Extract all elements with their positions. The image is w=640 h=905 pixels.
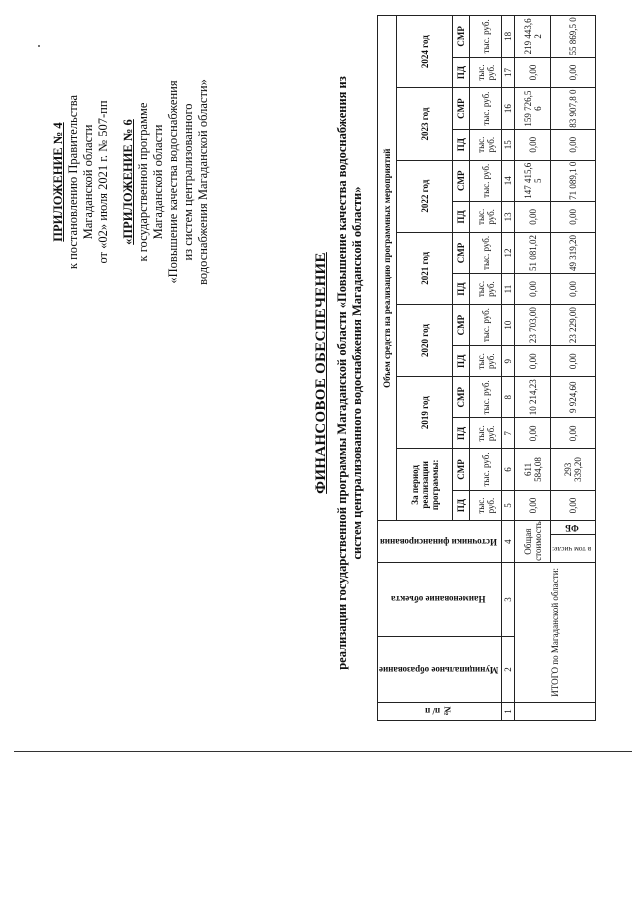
pd-header: ПД — [452, 346, 469, 377]
program-line: водоснабжения Магаданской области» — [196, 79, 210, 285]
unit-cell: тыс. руб. — [470, 274, 502, 305]
value-cell: 0,00 — [551, 274, 596, 305]
pd-header: ПД — [452, 274, 469, 305]
value-cell: 83 907,8 0 — [551, 88, 596, 129]
col-num-header: № п/ п — [378, 702, 502, 720]
decree-line: от «02» июля 2021 г. № 507-пп — [96, 100, 110, 264]
decree-line: к постановлению Правительства — [66, 94, 80, 270]
col-number: 3 — [502, 562, 515, 636]
smr-header: СМР — [452, 160, 469, 201]
col-sources-header: Источники финансирования — [378, 521, 502, 562]
total-cost-label: Общая стоимость — [515, 521, 551, 562]
pd-header: ПД — [452, 129, 469, 160]
value-cell: 219 443,6 2 — [515, 16, 551, 58]
col-municipality-header: Муниципальное образование — [378, 637, 502, 703]
value-cell: 0,00 — [515, 418, 551, 449]
col-number: 10 — [502, 304, 515, 345]
value-cell: 159 726,5 6 — [515, 88, 551, 129]
unit-cell: тыс. руб. — [470, 490, 502, 521]
total-label: ИТОГО по Магаданской области: — [515, 562, 596, 702]
decree-line: Магаданской области — [81, 124, 95, 240]
col-number: 8 — [502, 377, 515, 418]
page-title: ФИНАНСОВОЕ ОБЕСПЕЧЕНИЕ — [313, 252, 329, 494]
page-divider-line — [14, 751, 632, 752]
col-object-header: Наименование объекта — [378, 562, 502, 636]
col-number: 1 — [502, 702, 515, 720]
col-number: 12 — [502, 232, 515, 273]
value-cell: 71 089,1 0 — [551, 160, 596, 201]
value-cell: 0,00 — [551, 57, 596, 88]
value-cell: 293 339,20 — [551, 449, 596, 490]
period-header: 2023 год — [397, 88, 453, 160]
appendix-header — [51, 0, 211, 367]
value-cell: 0,00 — [515, 57, 551, 88]
unit-cell: тыс. руб. — [470, 57, 502, 88]
col-number: 11 — [502, 274, 515, 305]
incl-label: в том числе: — [551, 535, 596, 563]
col-number: 5 — [502, 490, 515, 521]
period-header: 2019 год — [397, 377, 453, 449]
table-row-numbers — [502, 16, 515, 721]
col-number: 7 — [502, 418, 515, 449]
pd-header: ПД — [452, 201, 469, 232]
value-cell: 0,00 — [551, 129, 596, 160]
program-line: Магаданской области — [151, 124, 165, 240]
col-volume-header: Объем средств на реализацию программных мероприятий — [378, 16, 397, 521]
col-number: 14 — [502, 160, 515, 201]
subtitle-line: систем централизованного водоснабжения Магаданской области» — [350, 186, 364, 560]
pd-header: ПД — [452, 418, 469, 449]
period-header: За период реализации программы: — [397, 449, 453, 521]
value-cell: 0,00 — [551, 490, 596, 521]
smr-header: СМР — [452, 232, 469, 273]
smr-header: СМР — [452, 304, 469, 345]
smr-header: СМР — [452, 449, 469, 490]
value-cell: 9 924,60 — [551, 377, 596, 418]
unit-cell: тыс. руб. — [470, 201, 502, 232]
subtitle-line: реализации государственной программы Магаданской области «Повышение качества водоснабжения из — [335, 76, 349, 670]
value-cell: 0,00 — [515, 490, 551, 521]
smr-header: СМР — [452, 377, 469, 418]
value-cell: 0,00 — [515, 201, 551, 232]
col-number: 4 — [502, 521, 515, 562]
value-cell: 51 081,02 — [515, 232, 551, 273]
unit-cell: тыс. руб. — [470, 160, 502, 201]
rotated-page — [43, 0, 597, 757]
financing-table — [377, 15, 596, 721]
col-number: 17 — [502, 57, 515, 88]
period-header: 2024 год — [397, 16, 453, 88]
value-cell: 10 214,23 — [515, 377, 551, 418]
program-line: из систем централизованного — [181, 103, 195, 261]
value-cell: 23 703,00 — [515, 304, 551, 345]
unit-cell: тыс. руб. — [470, 129, 502, 160]
period-header: 2020 год — [397, 304, 453, 376]
program-line: к государственной программе — [136, 102, 150, 262]
value-cell: 23 229,00 — [551, 304, 596, 345]
page-subtitle — [335, 0, 365, 757]
pd-header: ПД — [452, 490, 469, 521]
program-line: «Повышение качества водоснабжения — [166, 80, 180, 284]
value-cell: 147 415,6 5 — [515, 160, 551, 201]
unit-cell: тыс. руб. — [470, 232, 502, 273]
col-number: 18 — [502, 16, 515, 58]
col-number: 6 — [502, 449, 515, 490]
unit-cell: тыс. руб. — [470, 16, 502, 58]
value-cell: 49 319,20 — [551, 232, 596, 273]
period-header: 2022 год — [397, 160, 453, 232]
value-cell: 55 869,5 0 — [551, 16, 596, 58]
col-number: 15 — [502, 129, 515, 160]
unit-cell: тыс. руб. — [470, 418, 502, 449]
scan-speck — [38, 45, 40, 47]
col-number: 16 — [502, 88, 515, 129]
unit-cell: тыс. руб. — [470, 449, 502, 490]
value-cell: 0,00 — [515, 129, 551, 160]
value-cell: 0,00 — [551, 418, 596, 449]
table-row-total — [515, 16, 551, 721]
period-header: 2021 год — [397, 232, 453, 304]
table-row — [378, 16, 397, 721]
unit-cell: тыс. руб. — [470, 304, 502, 345]
col-number: 2 — [502, 637, 515, 703]
appendix-6-label: «ПРИЛОЖЕНИЕ № 6 — [121, 119, 135, 245]
pd-header: ПД — [452, 57, 469, 88]
unit-cell: тыс. руб. — [470, 346, 502, 377]
fb-label: ФБ — [551, 521, 596, 535]
value-cell: 0,00 — [515, 346, 551, 377]
unit-cell: тыс. руб. — [470, 377, 502, 418]
col-number: 9 — [502, 346, 515, 377]
value-cell: 0,00 — [515, 274, 551, 305]
smr-header: СМР — [452, 88, 469, 129]
appendix-4-label: ПРИЛОЖЕНИЕ № 4 — [51, 122, 65, 242]
value-cell: 0,00 — [551, 201, 596, 232]
value-cell: 611 584,08 — [515, 449, 551, 490]
col-number: 13 — [502, 201, 515, 232]
unit-cell: тыс. руб. — [470, 88, 502, 129]
smr-header: СМР — [452, 16, 469, 58]
value-cell: 0,00 — [551, 346, 596, 377]
